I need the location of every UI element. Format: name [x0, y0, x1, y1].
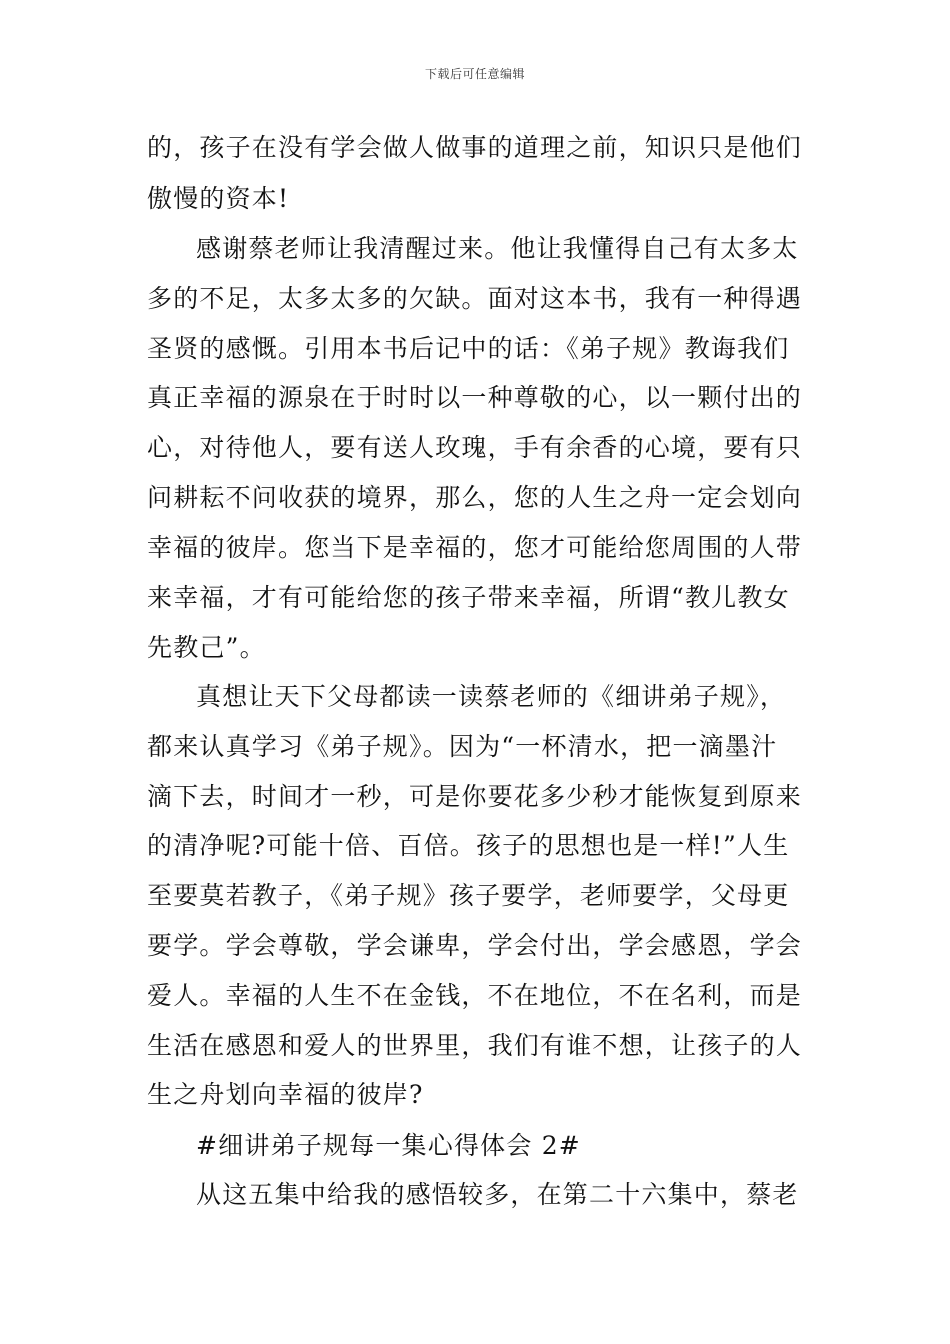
text-line: 滴下去，时间才一秒，可是你要花多少秒才能恢复到原来 — [147, 782, 803, 811]
text-line: 要学。学会尊敬，学会谦卑，学会付出，学会感恩，学会 — [147, 931, 803, 960]
text-line: 心，对待他人，要有送人玫瑰，手有余香的心境，要有只 — [147, 433, 803, 462]
text-line: 都来认真学习《弟子规》。因为“一杯清水，把一滴墨汁 — [147, 732, 778, 761]
text-line: 爱人。幸福的人生不在金钱，不在地位，不在名利，而是 — [147, 981, 803, 1010]
text-line: 生活在感恩和爱人的世界里，我们有谁不想，让孩子的人 — [147, 1031, 803, 1060]
text-line: 先教己”。 — [147, 633, 266, 662]
text-line: 圣贤的感慨。引用本书后记中的话：《弟子规》教诲我们 — [147, 334, 790, 363]
text-line: 傲慢的资本! — [147, 184, 290, 213]
text-line: 幸福的彼岸。您当下是幸福的，您才可能给您周围的人带 — [147, 533, 803, 562]
section-heading: #细讲弟子规每一集心得体会 2# — [196, 1131, 581, 1160]
text-line: 从这五集中给我的感悟较多，在第二十六集中，蔡老 — [196, 1180, 799, 1209]
text-line: 的清净呢?可能十倍、百倍。孩子的思想也是一样!”人生 — [147, 831, 790, 860]
text-line: 真想让天下父母都读一读蔡老师的《细讲弟子规》， — [196, 682, 787, 711]
text-line: 至要莫若教子，《弟子规》孩子要学，老师要学，父母更 — [147, 881, 790, 910]
text-line: 问耕耘不问收获的境界，那么，您的人生之舟一定会划向 — [147, 483, 803, 512]
page-header: 下载后可任意编辑 — [424, 67, 525, 81]
text-line: 来幸福，才有可能给您的孩子带来幸福，所谓“教儿教女 — [147, 583, 790, 612]
text-line: 多的不足，太多太多的欠缺。面对这本书，我有一种得遇 — [147, 284, 803, 313]
text-line: 感谢蔡老师让我清醒过来。他让我懂得自己有太多太 — [196, 234, 799, 263]
text-line: 生之舟划向幸福的彼岸? — [147, 1080, 424, 1109]
text-line: 的，孩子在没有学会做人做事的道理之前，知识只是他们 — [147, 133, 803, 162]
text-line: 真正幸福的源泉在于时时以一种尊敬的心，以一颗付出的 — [147, 383, 803, 412]
